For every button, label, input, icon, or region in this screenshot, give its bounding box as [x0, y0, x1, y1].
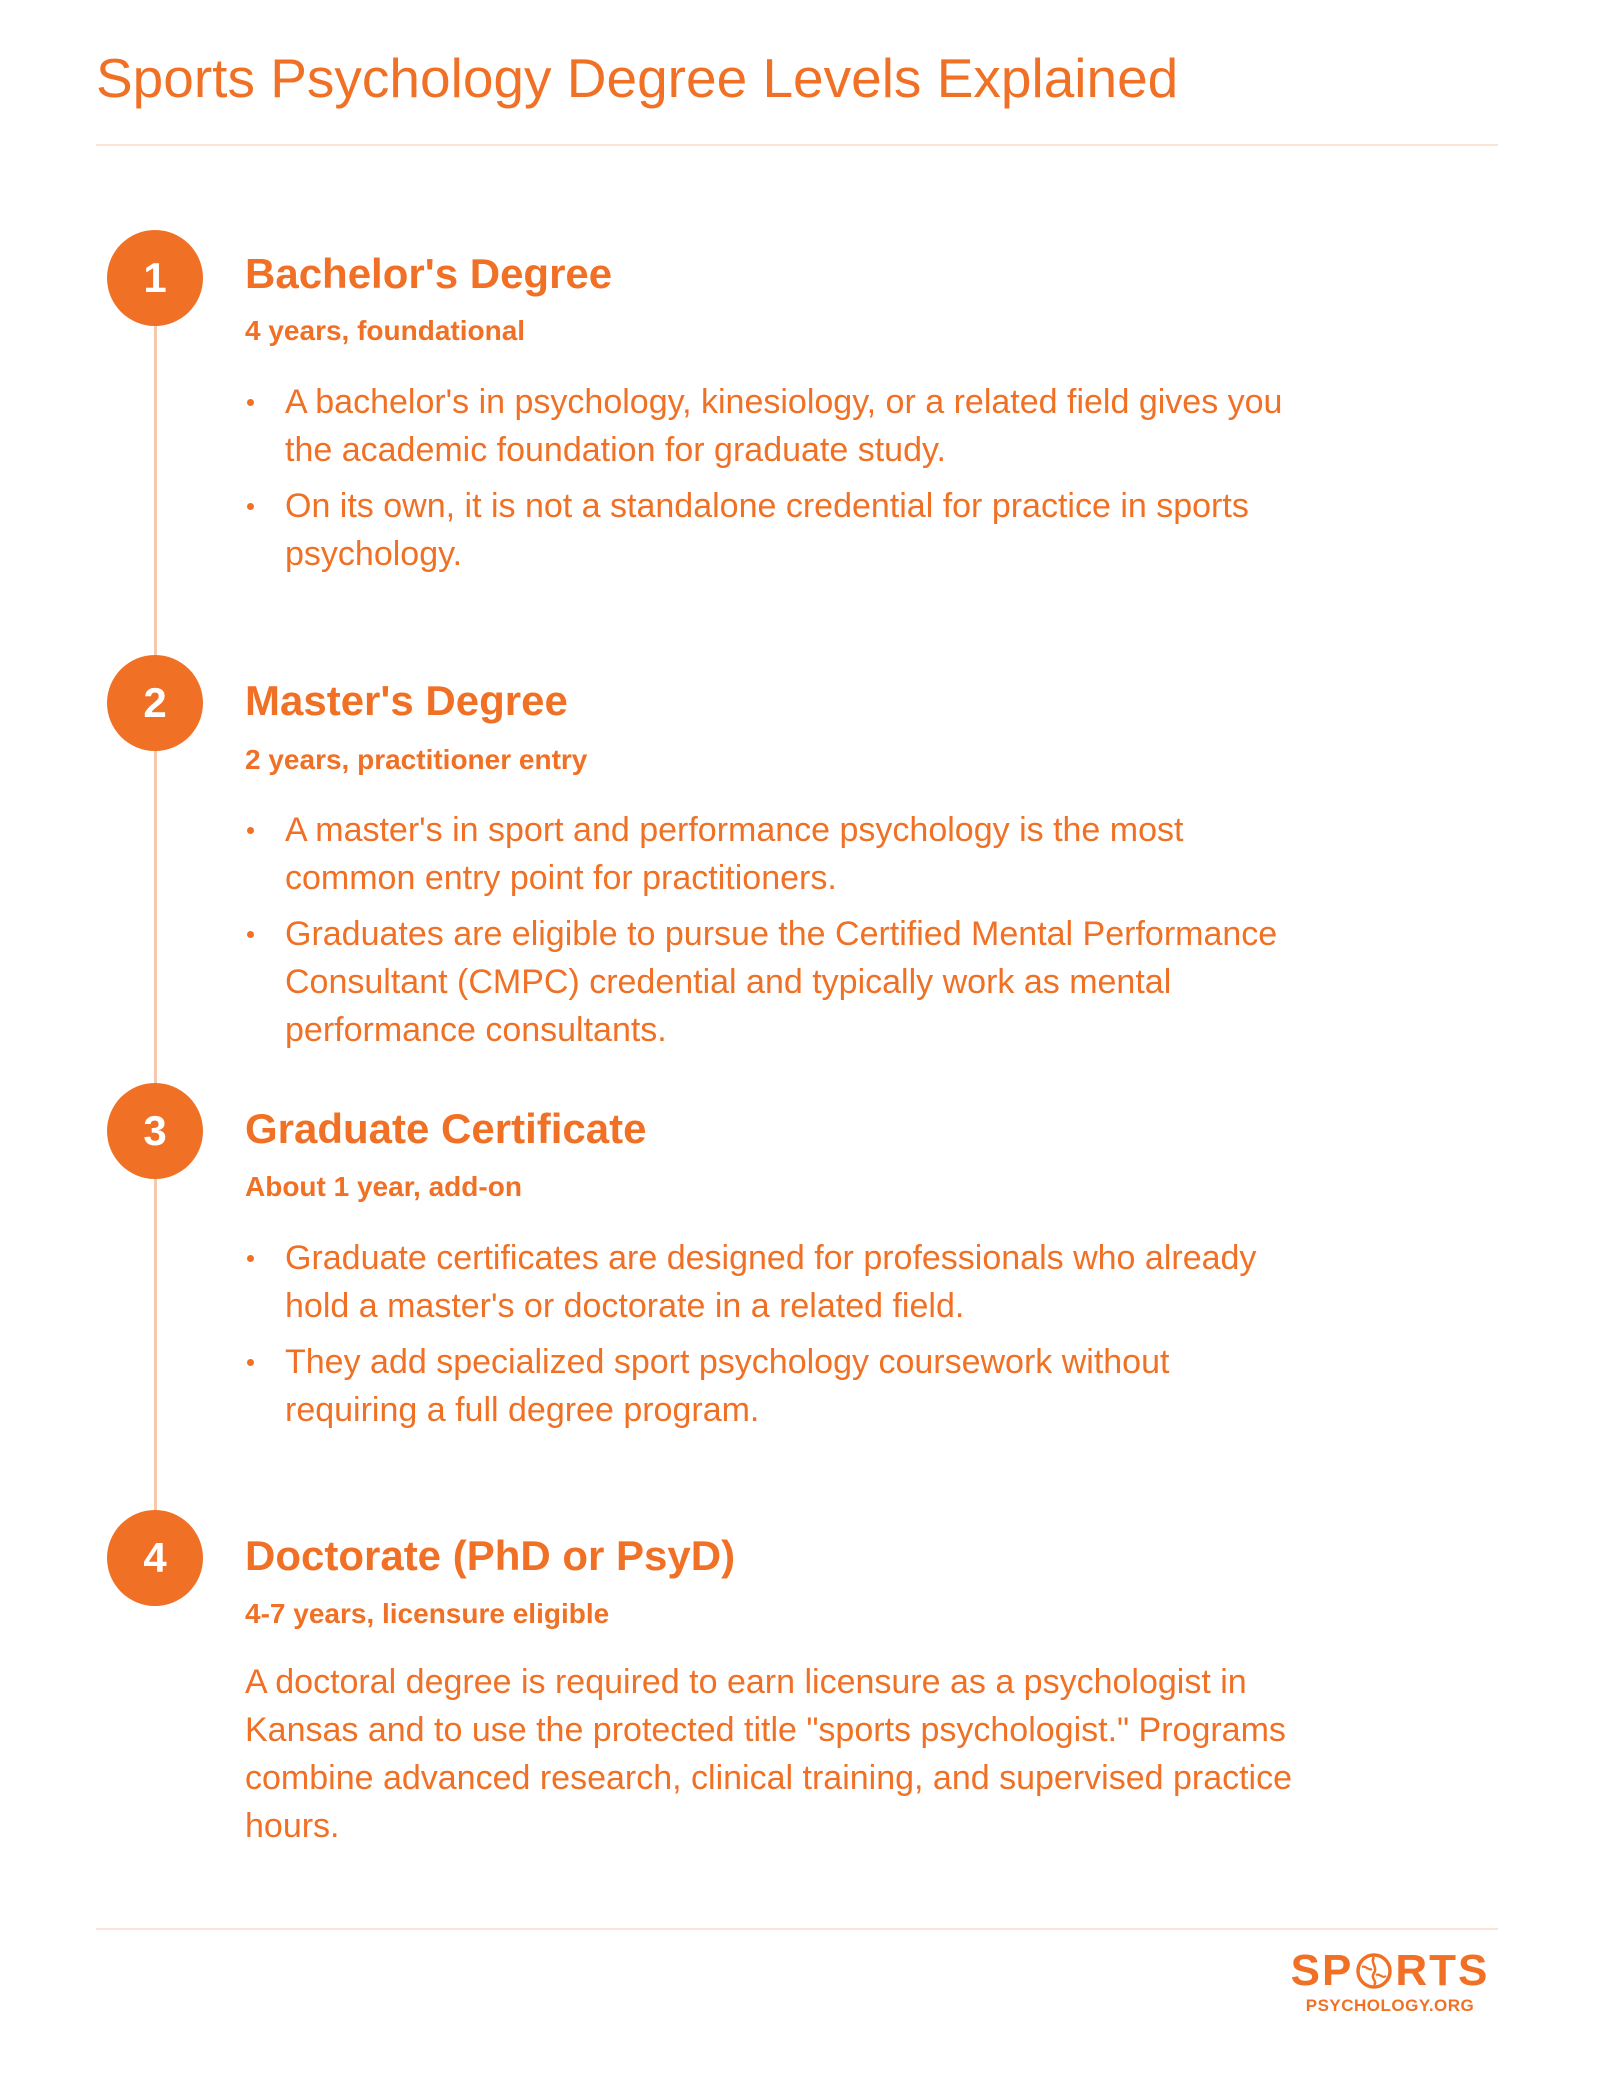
list-item: Graduates are eligible to pursue the Certified Mental Performance Consultant (CMPC) credential and typically work as mental performance consultants.: [245, 910, 1285, 1054]
timeline-line: [154, 280, 157, 1552]
logo-wordmark: [1290, 1948, 1490, 1994]
list-item: Graduate certificates are designed for professionals who already hold a master's or doctorate in a related field.: [245, 1234, 1285, 1330]
step-subtitle: 4-7 years, licensure eligible: [245, 1598, 610, 1629]
logo-text-right: RTS: [1395, 1946, 1490, 1995]
step-bullet-list: [245, 378, 1285, 586]
footer-divider: [96, 1928, 1498, 1930]
step-subtitle: 4 years, foundational: [245, 315, 526, 346]
list-item: On its own, it is not a standalone credential for practice in sports psychology.: [245, 482, 1285, 578]
step-number-badge: 2: [107, 655, 203, 751]
step-title: Doctorate (PhD or PsyD): [245, 1532, 736, 1579]
brain-icon: [1354, 1951, 1394, 1991]
list-item: A master's in sport and performance psychology is the most common entry point for practitioners.: [245, 806, 1285, 902]
page-title: Sports Psychology Degree Levels Explained: [96, 47, 1179, 109]
step-title: Master's Degree: [245, 677, 568, 724]
step-bullet-list: [245, 806, 1285, 1062]
step-title: Graduate Certificate: [245, 1105, 647, 1152]
list-item: A bachelor's in psychology, kinesiology, or a related field gives you the academic foundation for graduate study.: [245, 378, 1285, 474]
logo-subtext: PSYCHOLOGY.ORG: [1305, 1996, 1475, 2015]
step-subtitle: 2 years, practitioner entry: [245, 744, 588, 775]
list-item: They add specialized sport psychology coursework without requiring a full degree program.: [245, 1338, 1285, 1434]
header-divider: [96, 144, 1498, 146]
sportspsychology-logo: [1290, 1948, 1490, 2016]
step-number-badge: 3: [107, 1083, 203, 1179]
step-number-badge: 1: [107, 230, 203, 326]
step-title: Bachelor's Degree: [245, 250, 613, 297]
step-subtitle: About 1 year, add-on: [245, 1171, 522, 1202]
logo-text-left: SP: [1290, 1946, 1354, 1995]
step-paragraph: A doctoral degree is required to earn licensure as a psychologist in Kansas and to use the protected title "sports psychologist." Programs combine advanced research, clinical training, and supervised practice hours.: [245, 1663, 1293, 1845]
step-number-badge: 4: [107, 1510, 203, 1606]
step-bullet-list: [245, 1234, 1285, 1442]
